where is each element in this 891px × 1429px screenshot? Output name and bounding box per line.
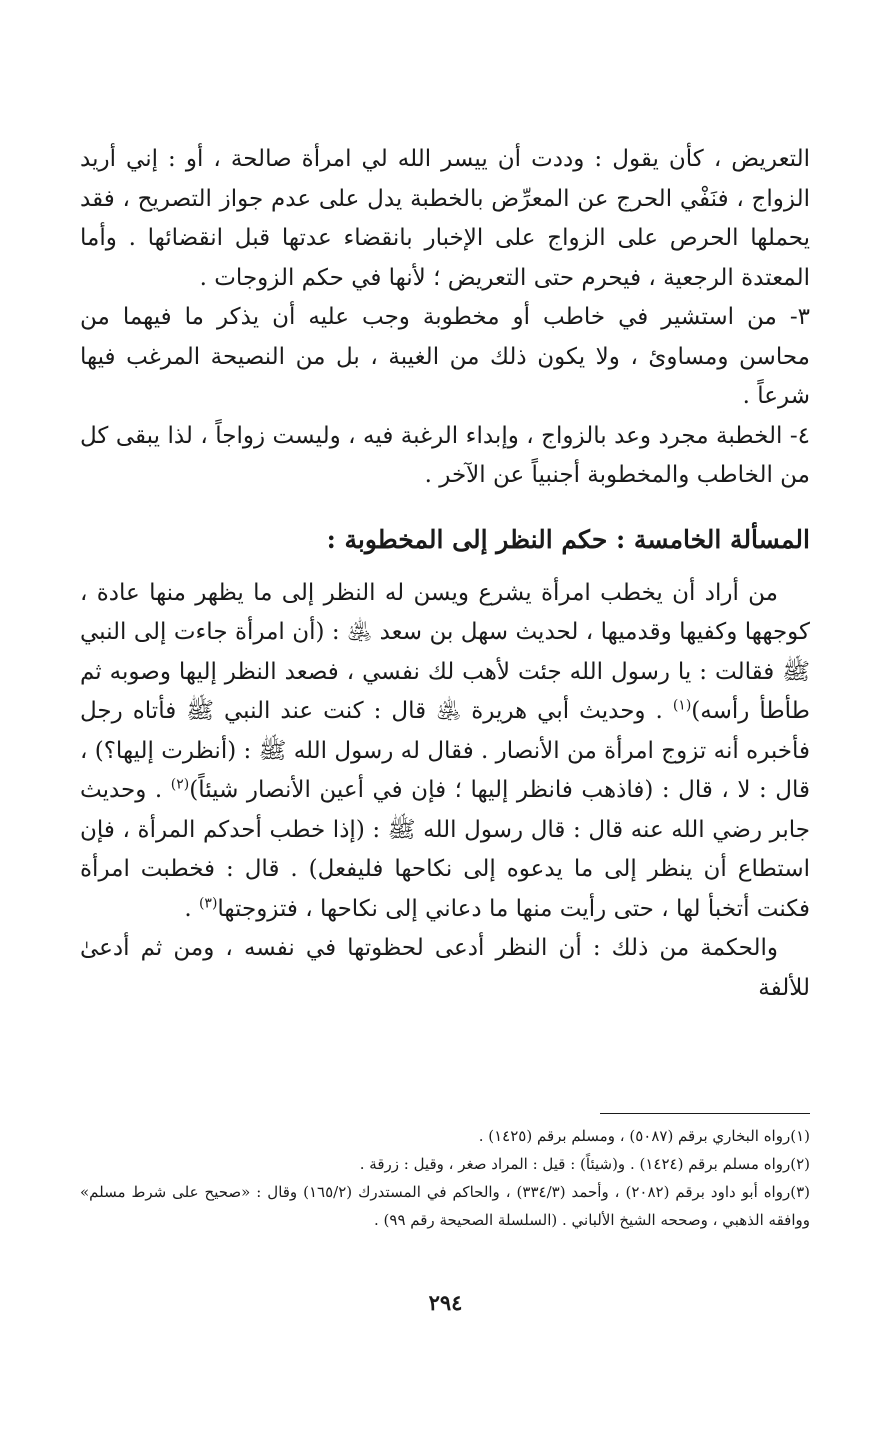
footnote-marker-3: (٣) (198, 894, 218, 911)
footnote-divider (600, 1113, 810, 1114)
footnote-2: (٢)رواه مسلم برقم (١٤٢٤) . و(شيئاً) : قيل : المراد صغر ، وقيل : زرقة . (359, 1155, 810, 1173)
section-heading: المسألة الخامسة : حكم النظر إلى المخطوبة : (326, 524, 810, 554)
footnotes (80, 1122, 810, 1234)
paragraph-text: . (184, 895, 199, 922)
paragraph-text: . وحديث أبي هريرة ﵁ قال : كنت عند النبي ﷺ فأتاه رجل فأخبره أنه تزوج امرأة من الأنصار . فقال له رسول الله ﷺ : (أنظرت إليها؟) ، قال : لا ، قال : (فاذهب فانظر إليها ؛ فإن في أعين الأنصار شيئاً) (80, 698, 810, 803)
paragraph-nazar-hadiths (80, 574, 810, 930)
paragraph-text: من أراد أن يخطب امرأة يشرع ويسن له النظر إلى ما يظهر منها عادة ، كوجهها وكفيها وقدميها ، لحديث سهل بن سعد ﵁ : (أن امرأة جاءت إلى النبي ﷺ فقالت : يا رسول الله جئت لأهب لك نفسي ، فصعد النظر إليها وصوبه ثم طأطأ رأسه) (80, 579, 810, 724)
footnote-3: (٣)رواه أبو داود برقم (٢٠٨٢) ، وأحمد (٣٣٤/٣) ، والحاكم في المستدرك (١٦٥/٢) وقال : «صحيح على شرط مسلم» ووافقه الذهبي ، وصححه الشيخ الألباني . (السلسلة الصحيحة رقم ٩٩) . (80, 1183, 810, 1229)
footnote-marker-2: (٢) (170, 776, 190, 793)
footnote-1: (١)رواه البخاري برقم (٥٠٨٧) ، ومسلم برقم (١٤٢٥) . (478, 1127, 810, 1145)
paragraph-point-3: ٣- من استشير في خاطب أو مخطوبة وجب عليه أن يذكر ما فيهما من محاسن ومساوئ ، ولا يكون ذلك من الغيبة ، بل من النصيحة المرغب فيها شرعاً . (80, 304, 810, 409)
page-number: ٢٩٤ (428, 1290, 463, 1315)
paragraph-taarid: التعريض ، كأن يقول : وددت أن ييسر الله لي امرأة صالحة ، أو : إني أريد الزواج ، فنَفْي الحرج عن المعرِّض بالخطبة يدل على عدم جواز التصريح ، فقد يحملها الحرص على الزواج على الإخبار بانقضاء عدتها قبل انقضائها . وأما المعتدة الرجعية ، فيحرم حتى التعريض ؛ لأنها في حكم الزوجات . (80, 146, 810, 291)
paragraph-hikma: والحكمة من ذلك : أن النظر أدعى لحظوتها في نفسه ، ومن ثم أدعىٰ للألفة (80, 935, 810, 1001)
paragraph-text: . وحديث جابر رضي الله عنه قال : قال رسول الله ﷺ : (إذا خطب أحدكم المرأة ، فإن استطاع أن ينظر إلى ما يدعوه إلى نكاحها فليفعل) . قال : فخطبت امرأة فكنت أتخبأ لها ، حتى رأيت منها ما دعاني إلى نكاحها ، فتزوجتها (80, 777, 810, 922)
paragraph-point-4: ٤- الخطبة مجرد وعد بالزواج ، وإبداء الرغبة فيه ، وليست زواجاً ، لذا يبقى كل من الخاطب والمخطوبة أجنبياً عن الآخر . (80, 422, 810, 488)
footnote-marker-1: (١) (672, 697, 692, 714)
page-body (80, 140, 810, 1008)
